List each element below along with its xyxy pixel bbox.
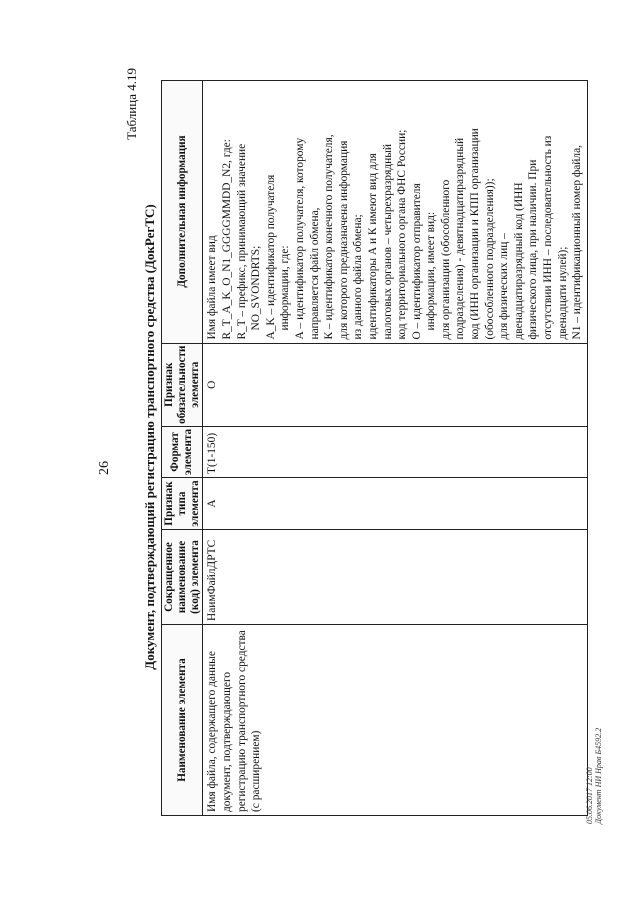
info-line: двенадцати нулей); <box>556 246 569 340</box>
header-info: Дополнительная информация <box>162 80 203 343</box>
info-line: физического лица, при наличии. При <box>527 159 540 340</box>
page-number: 26 <box>97 461 112 475</box>
header-name: Наименование элемента <box>162 625 203 816</box>
info-line: R_T – префикс, принимающий значение <box>235 143 248 340</box>
cell-required: О <box>203 343 587 426</box>
info-line: налоговых органов – четырехразрядный <box>381 144 394 340</box>
cell-info <box>203 80 587 343</box>
cell-format: T(1-150) <box>203 426 587 477</box>
info-line: Имя файла имеет вид <box>206 235 219 340</box>
cell-type: А <box>203 478 587 530</box>
info-line: A_K – идентификатор получателя <box>264 174 277 340</box>
info-line: для физических лиц – <box>498 233 511 340</box>
info-line: код территориального органа ФНС России; <box>396 129 409 340</box>
info-line: двенадцатиразрядный код (ИНН <box>512 182 525 340</box>
table-row <box>203 80 587 815</box>
cell-code: НаимФайлДРТС <box>203 530 587 625</box>
table-label: Таблица 4.19 <box>124 68 139 140</box>
info-line: NO_SVONDRTS; <box>250 245 263 331</box>
info-line: N1 – идентификационный номер файла, <box>571 145 584 340</box>
info-line: К – идентификатор конечного получателя, <box>323 134 336 340</box>
info-line: идентификаторы А и К имеют вид для <box>366 153 379 340</box>
info-line: для которого предназначена информация <box>337 140 350 340</box>
info-line: информации, где: <box>279 245 292 331</box>
rotated-content <box>91 44 636 830</box>
info-line: подразделения) - девятнадцатиразрядный <box>454 137 467 340</box>
info-line: направляется файл обмена, <box>308 207 321 340</box>
header-required: Признак обязательности элемента <box>162 343 203 426</box>
info-line: (обособленного подразделения)); <box>483 178 496 340</box>
header-code: Сокращенное наименование (код) элемента <box>162 530 203 625</box>
footer-line: 05.06.2017 12:00 <box>585 767 594 824</box>
header-type: Признак типа элемента <box>162 478 203 530</box>
table-title: Документ, подтверждающий регистрацию транспортного средства (ДокРегТС) <box>142 204 157 670</box>
info-line: А – идентификатор получателя, которому <box>293 137 306 340</box>
cell-name: Имя файла, содержащего данные документ, подтверждающего регистрацию транспортного средства (с расширением) <box>203 625 587 816</box>
data-table <box>161 80 588 816</box>
info-line: информации, имеет вид: <box>425 211 438 331</box>
info-line: O – идентификатор отправителя <box>410 183 423 340</box>
info-line: для организации (обособленного <box>439 179 452 340</box>
info-line: отсутствии ИНН – последовательность из <box>542 135 555 340</box>
header-row <box>162 80 203 815</box>
footer-line: Документ НИ Нрав Б4592.2 <box>594 727 603 824</box>
header-format: Формат элемента <box>162 426 203 477</box>
footer-stamp <box>585 728 603 824</box>
info-line: R_T_A_K_O_N1_GGGGMMDD_N2, где: <box>220 139 233 340</box>
info-line: код (ИНН организации и КПП организации <box>469 128 482 340</box>
info-line: из данного файла обмена; <box>352 214 365 340</box>
